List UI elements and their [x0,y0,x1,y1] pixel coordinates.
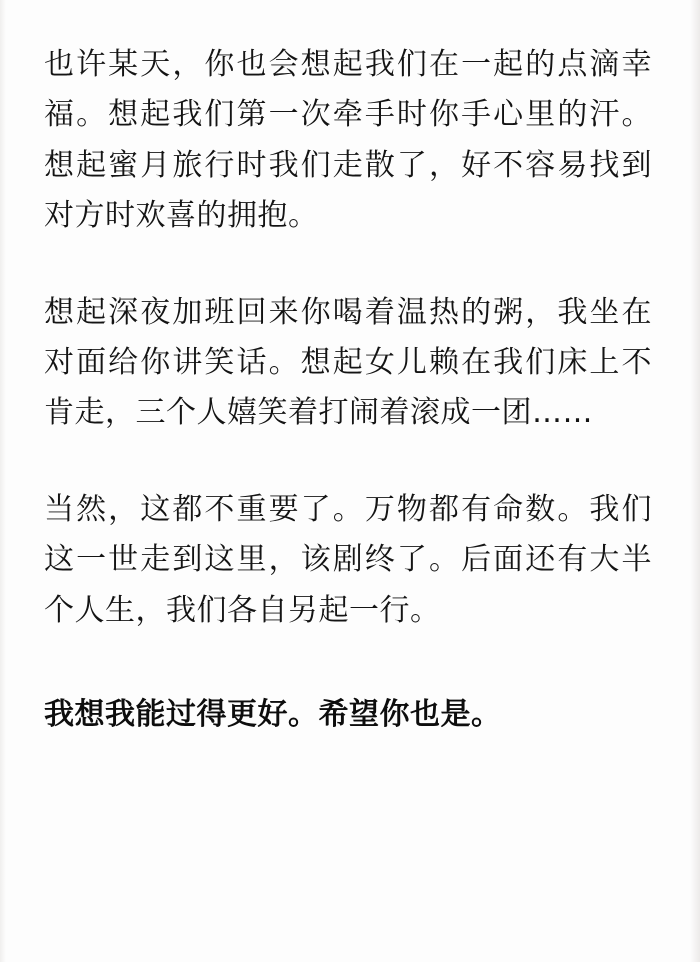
closing-statement: 我想我能过得更好。希望你也是。 [44,696,502,732]
document-body [44,40,652,740]
paragraph-1: 也许某天，你也会想起我们在一起的点滴幸福。想起我们第一次牵手时你手心里的汗。想起蜜月旅行时我们走散了，好不容易找到对方时欢喜的拥抱。 [44,47,652,234]
paragraph-3: 当然，这都不重要了。万物都有命数。我们这一世走到这里，该剧终了。后面还有大半个人生，我们各自另起一行。 [44,491,652,628]
paragraph-2: 想起深夜加班回来你喝着温热的粥，我坐在对面给你讲笑话。想起女儿赖在我们床上不肯走，三个人嬉笑着打闹着滚成一团…… [44,294,652,431]
